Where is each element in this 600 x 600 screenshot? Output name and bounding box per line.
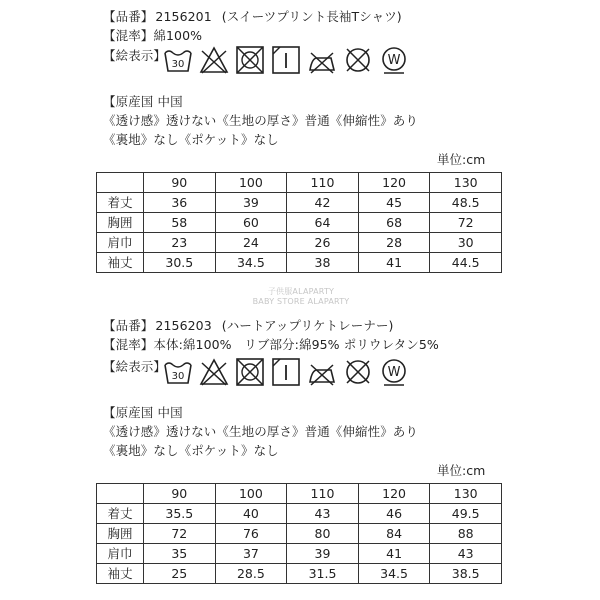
table-cell: 37: [215, 544, 287, 564]
no-bleach-icon: [199, 45, 229, 75]
table-cell: 28.5: [215, 564, 287, 584]
table-row: [97, 564, 502, 584]
table-cell: 30: [430, 233, 502, 253]
size-header: 130: [430, 484, 502, 504]
table-corner: [97, 173, 144, 193]
no-tumble-dry-icon: [235, 45, 265, 75]
table-cell: 43: [287, 504, 359, 524]
table-cell: 43: [430, 544, 502, 564]
table-row: [97, 504, 502, 524]
table-cell: 24: [215, 233, 287, 253]
table-cell: 44.5: [430, 253, 502, 273]
table-cell: 49.5: [430, 504, 502, 524]
row-label: 着丈: [97, 504, 144, 524]
item-number: 2156201: [155, 9, 212, 24]
watermark-line-2: BABY STORE ALAPARTY: [252, 297, 350, 306]
hang-dry-icon: [271, 357, 301, 387]
wash-30-icon: [163, 357, 193, 387]
no-bleach-icon: [199, 357, 229, 387]
item-number: 2156203: [155, 318, 212, 333]
row-label: 着丈: [97, 193, 144, 213]
row-label: 袖丈: [97, 253, 144, 273]
iron-low-icon: [307, 45, 337, 75]
table-cell: 76: [215, 524, 287, 544]
wash-30-icon: [163, 45, 193, 75]
table-cell: 58: [144, 213, 216, 233]
row-label: 袖丈: [97, 564, 144, 584]
item-name: (ハートアップリケトレーナー): [221, 318, 394, 333]
features-line-2: 《裏地》なし《ポケット》なし: [103, 443, 279, 458]
size-header: 100: [215, 173, 287, 193]
size-table: [96, 172, 502, 273]
table-cell: 25: [144, 564, 216, 584]
table-cell: 88: [430, 524, 502, 544]
origin-line: 【原産国 中国: [103, 94, 183, 109]
features-line-1: 《透け感》透けない《生地の厚さ》普通《伸縮性》あり: [103, 424, 419, 439]
table-cell: 41: [358, 253, 430, 273]
size-header: 90: [144, 484, 216, 504]
watermark: [246, 287, 356, 307]
item-label: 【品番】: [103, 9, 154, 24]
size-header: 130: [430, 173, 502, 193]
material-label: 【混率】: [103, 28, 154, 43]
table-cell: 30.5: [144, 253, 216, 273]
row-label: 胸囲: [97, 213, 144, 233]
table-cell: 26: [287, 233, 359, 253]
wet-clean-icon: [379, 45, 409, 75]
unit-label: 単位:cm: [437, 463, 486, 478]
svg-text:W: W: [387, 365, 401, 380]
table-cell: 48.5: [430, 193, 502, 213]
table-row: [97, 544, 502, 564]
material-value: 綿100%: [153, 28, 203, 43]
features-line-1: 《透け感》透けない《生地の厚さ》普通《伸縮性》あり: [103, 113, 419, 128]
care-icons: [163, 45, 409, 75]
table-header-row: [97, 173, 502, 193]
table-row: [97, 233, 502, 253]
table-cell: 72: [430, 213, 502, 233]
item-line: [103, 318, 394, 334]
size-table: [96, 483, 502, 584]
table-cell: 34.5: [215, 253, 287, 273]
table-cell: 35.5: [144, 504, 216, 524]
material-line: [103, 337, 439, 353]
table-cell: 80: [287, 524, 359, 544]
item-line: [103, 9, 402, 25]
table-cell: 46: [358, 504, 430, 524]
table-cell: 72: [144, 524, 216, 544]
unit-label: 単位:cm: [437, 152, 486, 167]
size-header: 120: [358, 484, 430, 504]
table-cell: 40: [215, 504, 287, 524]
table-cell: 39: [215, 193, 287, 213]
iron-low-icon: [307, 357, 337, 387]
size-header: 120: [358, 173, 430, 193]
size-header: 110: [287, 173, 359, 193]
material-label: 【混率】: [103, 337, 154, 352]
wet-clean-icon: [379, 357, 409, 387]
row-label: 肩巾: [97, 233, 144, 253]
table-cell: 28: [358, 233, 430, 253]
table-cell: 38.5: [430, 564, 502, 584]
table-cell: 34.5: [358, 564, 430, 584]
no-dry-clean-icon: [343, 357, 373, 387]
table-header-row: [97, 484, 502, 504]
care-label: 【絵表示】: [103, 359, 167, 374]
origin-line: 【原産国 中国: [103, 405, 183, 420]
no-dry-clean-icon: [343, 45, 373, 75]
table-cell: 36: [144, 193, 216, 213]
table-cell: 31.5: [287, 564, 359, 584]
size-header: 90: [144, 173, 216, 193]
table-cell: 35: [144, 544, 216, 564]
care-icons: [163, 357, 409, 387]
features-line-2: 《裏地》なし《ポケット》なし: [103, 132, 279, 147]
table-row: [97, 213, 502, 233]
table-row: [97, 524, 502, 544]
table-cell: 84: [358, 524, 430, 544]
table-row: [97, 253, 502, 273]
table-cell: 38: [287, 253, 359, 273]
row-label: 肩巾: [97, 544, 144, 564]
size-header: 110: [287, 484, 359, 504]
size-header: 100: [215, 484, 287, 504]
svg-text:W: W: [387, 53, 401, 68]
material-line: [103, 28, 202, 44]
table-corner: [97, 484, 144, 504]
table-row: [97, 193, 502, 213]
table-cell: 64: [287, 213, 359, 233]
table-cell: 41: [358, 544, 430, 564]
no-tumble-dry-icon: [235, 357, 265, 387]
item-name: (スイーツプリント長袖Tシャツ): [221, 9, 402, 24]
table-cell: 23: [144, 233, 216, 253]
svg-text:30: 30: [171, 371, 185, 382]
table-cell: 60: [215, 213, 287, 233]
row-label: 胸囲: [97, 524, 144, 544]
material-value: 本体:綿100% リブ部分:綿95% ポリウレタン5%: [153, 337, 439, 352]
care-label: 【絵表示】: [103, 48, 167, 63]
svg-text:30: 30: [171, 59, 185, 70]
hang-dry-icon: [271, 45, 301, 75]
table-cell: 68: [358, 213, 430, 233]
table-cell: 42: [287, 193, 359, 213]
item-label: 【品番】: [103, 318, 154, 333]
table-cell: 39: [287, 544, 359, 564]
table-cell: 45: [358, 193, 430, 213]
watermark-line-1: 子供服ALAPARTY: [267, 287, 335, 296]
